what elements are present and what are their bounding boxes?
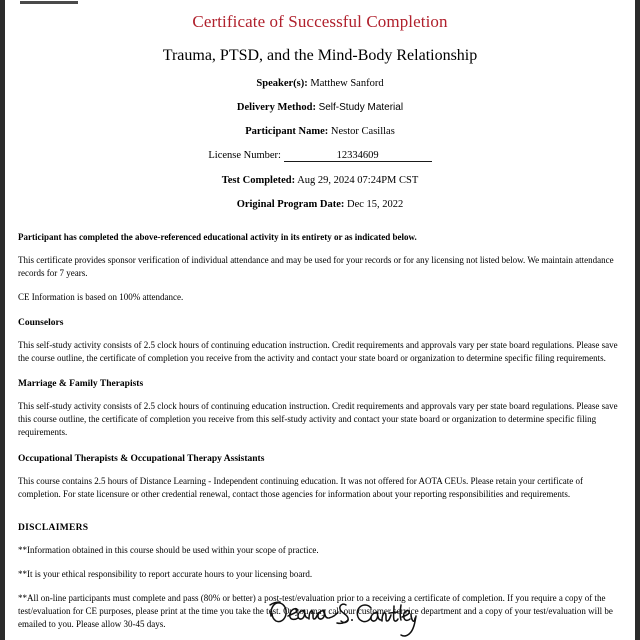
intro-paragraph: This certificate provides sponsor verification of individual attendance and may be used for your records or for any licensing not listed below. We maintain attendance records for 7 years. [18,255,614,279]
section-heading-occupational-therapists: Occupational Therapists & Occupational Therapy Assistants [18,453,265,464]
certificate-page [5,0,635,640]
speaker-line [18,78,622,89]
participant-name-line [18,126,622,137]
original-program-date-label: Original Program Date: [236,199,345,211]
viewer-toolbar-stub [20,1,78,4]
viewer-right-edge [635,0,640,640]
section-body-marriage-family-therapists: This self-study activity consists of 2.5 clock hours of continuing education instruction. Credit requirements and approvals vary per state board regulations. Please save this course outline, the certificate of completion you receive from this self-study activity and contact your state board or organization to determine specific filing requirements. [18,401,618,438]
viewer-left-edge [0,0,5,640]
handwritten-signature-icon [267,592,417,640]
section-body-occupational-therapists: This course contains 2.5 hours of Distance Learning - Independent continuing education. It was not offered for AOTA CEUs. Please retain your certificate of completion. For state licensure or other credential renewal, contact those agencies for information about your reporting responsibilities and requirements. [18,475,583,499]
license-number-label: License Number: [208,150,281,161]
signature-area [5,592,635,640]
original-program-date-line [18,199,622,210]
delivery-method-label: Delivery Method: [236,102,316,113]
disclaimer-item: **Information obtained in this course should be used within your scope of practice. [18,544,319,555]
test-completed-line [18,175,622,186]
speaker-label: Speaker(s): [256,78,308,89]
participant-name-value: Nestor Casillas [330,126,395,137]
test-completed-label: Test Completed: [221,175,296,187]
page-title: Certificate of Successful Completion [192,12,448,31]
disclaimer-item: **It is your ethical responsibility to report accurate hours to your licensing board. [18,568,313,579]
delivery-method-value: Self-Study Material [318,102,404,113]
original-program-date-value: Dec 15, 2022 [347,199,404,211]
attestation-statement: Participant has completed the above-referenced educational activity in its entirety or as indicated below. [18,232,417,243]
participant-name-label: Participant Name: [245,126,329,137]
speaker-value: Matthew Sanford [310,78,384,89]
section-body-counselors: This self-study activity consists of 2.5 clock hours of continuing education instruction. Credit requirements and approvals vary per state board regulations. Please save the course outline, the certificate of completion you receive from the activity and contact your state board or organization to determine specific filing requirements. [18,340,618,364]
delivery-method-line [18,102,622,113]
course-title: Trauma, PTSD, and the Mind-Body Relationship [162,47,478,64]
license-number-value: 12334609 [284,150,432,162]
license-number-line [18,150,622,162]
disclaimers-heading: DISCLAIMERS [18,522,89,533]
section-heading-counselors: Counselors [18,318,64,329]
disclaimer-item: **All on-line participants must complete and pass (80% or better) a post-test/evaluation prior to a receiving a certificate of completion. If you require a copy of the test/evaluation for CE purposes, please print at the time you take the test. Or you may call our customer service department and a copy of your test/evaluation will be emailed to you. Please allow 30-45 days. [18,592,613,629]
section-heading-marriage-family-therapists: Marriage & Family Therapists [18,379,144,390]
intro-paragraph: CE Information is based on 100% attendance. [18,292,184,303]
test-completed-value: Aug 29, 2024 07:24PM CST [297,175,419,187]
